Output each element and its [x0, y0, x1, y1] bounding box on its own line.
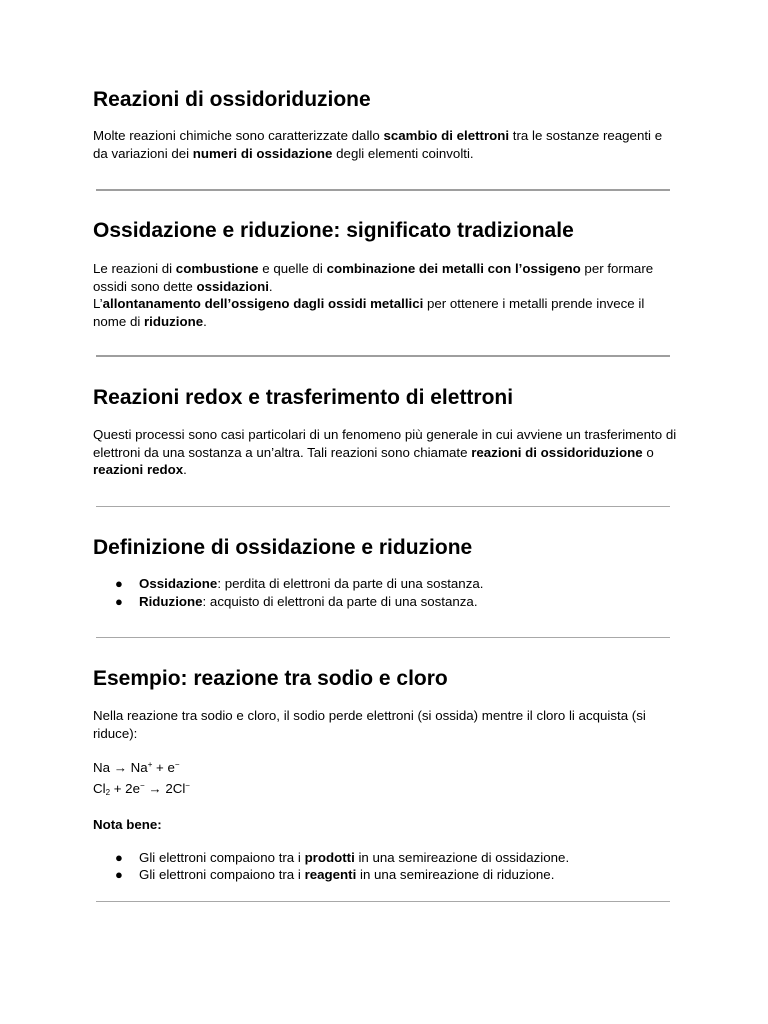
list-item — [93, 866, 678, 884]
text: per formare ossidi sono dette — [93, 261, 654, 294]
bold-term: riduzione — [144, 313, 204, 329]
list-item — [93, 593, 678, 611]
section-traditional-meaning — [93, 218, 678, 330]
superscript: − — [185, 780, 190, 790]
paragraph — [93, 426, 678, 479]
subscript: 2 — [105, 787, 111, 797]
bold-term: Ossidazione — [139, 576, 218, 591]
text: + 2e — [110, 780, 140, 796]
bold-term: prodotti — [304, 849, 355, 865]
text: Le reazioni di — [93, 261, 176, 276]
divider — [96, 901, 670, 902]
bullet-icon: ● — [115, 593, 123, 609]
paragraph: Nella reazione tra sodio e cloro, il sodio perde elettroni (si ossida) mentre il cloro li acquista (si riduce): — [93, 708, 646, 741]
text: Gli elettroni compaiono tra i — [139, 849, 305, 865]
section-title: Definizione di ossidazione e riduzione — [93, 536, 473, 559]
text: in una semireazione di riduzione. — [356, 867, 555, 882]
note-list — [93, 849, 678, 884]
text: tra le sostanze reagenti e da variazioni dei — [93, 128, 663, 161]
equation-chlorine — [93, 777, 678, 802]
divider — [96, 637, 670, 638]
superscript: + — [147, 760, 153, 769]
section-redox-electron-transfer — [93, 385, 678, 479]
text: e quelle di — [258, 261, 327, 276]
section-title: Ossidazione e riduzione: significato tradizionale — [93, 219, 574, 242]
text: Cl — [93, 780, 106, 796]
section-title: Esempio: reazione tra sodio e cloro — [93, 667, 448, 690]
list-item — [93, 849, 678, 867]
section-definitions — [93, 535, 678, 610]
list-item — [93, 575, 678, 593]
text: Gli elettroni compaiono tra i — [139, 867, 305, 882]
text: : perdita di elettroni da parte di una sostanza. — [217, 576, 484, 591]
note-heading — [93, 816, 678, 834]
text: L’ — [93, 296, 103, 311]
text: . — [268, 278, 273, 294]
text: . — [203, 313, 207, 329]
bold-term: numeri di ossidazione — [192, 145, 333, 161]
bold-term: ossidazioni — [196, 278, 269, 294]
text: o — [642, 444, 654, 460]
bullet-icon: ● — [115, 867, 123, 882]
bold-term: combinazione dei metalli con l’ossigeno — [326, 261, 581, 276]
bold-term: reagenti — [304, 867, 357, 882]
text: in una semireazione di ossidazione. — [354, 849, 570, 865]
divider — [96, 355, 670, 357]
text: per ottenere i metalli prende invece il nome di — [93, 296, 645, 329]
divider — [96, 189, 670, 191]
text: Na → Na — [93, 760, 148, 775]
text: Questi processi sono casi particolari di un fenomeno più generale in cui avviene un trasferimento di elettroni da una sostanza a un’altra. Tali reazioni sono chiamate — [93, 427, 677, 460]
section-sodium-chlorine-example — [93, 666, 678, 884]
bold-term: Nota bene: — [93, 817, 162, 832]
bullet-icon: ● — [115, 576, 123, 591]
definition-list — [93, 575, 678, 610]
section-title: Reazioni redox e trasferimento di elettroni — [93, 386, 514, 409]
paragraph — [93, 127, 678, 162]
bold-term: reazioni redox — [93, 462, 184, 477]
text: Molte reazioni chimiche sono caratterizzate dallo — [93, 128, 384, 143]
text: → 2Cl — [144, 780, 186, 796]
superscript: − — [139, 780, 145, 790]
text: . — [183, 462, 187, 477]
text: + e — [152, 760, 175, 775]
bold-term: reazioni di ossidoriduzione — [471, 444, 643, 460]
bold-term: combustione — [175, 261, 259, 276]
text: degli elementi coinvolti. — [332, 145, 474, 161]
superscript: − — [174, 760, 180, 769]
bold-term: scambio di elettroni — [383, 128, 510, 143]
equation-sodium — [93, 756, 678, 777]
section-redox-intro — [93, 87, 678, 162]
bold-term: allontanamento dell’ossigeno dagli ossidi metallici — [102, 296, 424, 311]
paragraph — [93, 260, 678, 295]
text: : acquisto di elettroni da parte di una sostanza. — [202, 593, 478, 609]
bullet-icon: ● — [115, 849, 123, 865]
section-title: Reazioni di ossidoriduzione — [93, 88, 371, 111]
paragraph — [93, 295, 678, 330]
divider — [96, 506, 670, 507]
bold-term: Riduzione — [139, 593, 203, 609]
